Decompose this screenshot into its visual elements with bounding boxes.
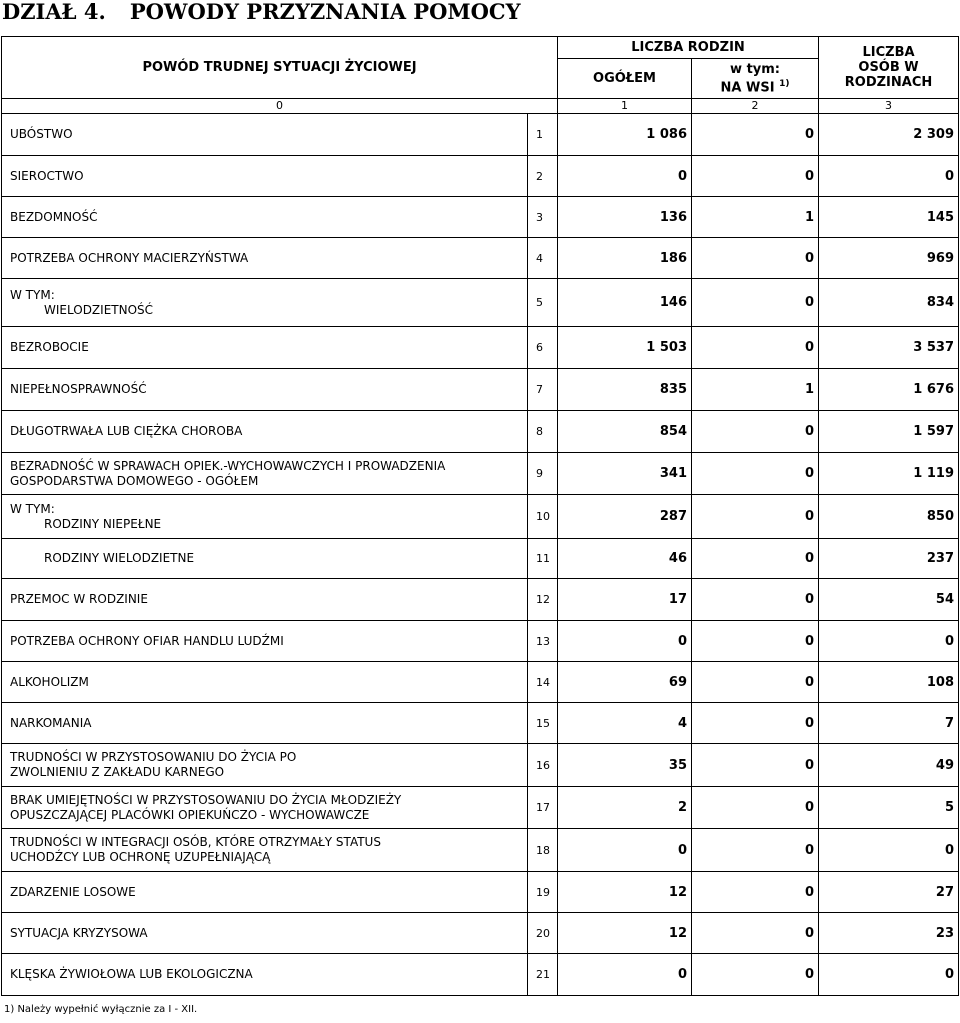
header-total: OGÓŁEM bbox=[558, 59, 692, 99]
persons-count: 145 bbox=[819, 197, 959, 238]
row-number: 4 bbox=[528, 238, 558, 279]
families-total: 136 bbox=[558, 197, 692, 238]
row-label: NIEPEŁNOSPRAWNOŚĆ bbox=[2, 369, 528, 411]
row-label: BEZDOMNOŚĆ bbox=[2, 197, 528, 238]
row-label bbox=[2, 279, 528, 327]
families-rural: 0 bbox=[692, 872, 819, 913]
families-total: 2 bbox=[558, 787, 692, 829]
column-number: 2 bbox=[692, 99, 819, 114]
families-total: 12 bbox=[558, 913, 692, 954]
row-number: 3 bbox=[528, 197, 558, 238]
families-total: 0 bbox=[558, 954, 692, 996]
families-total: 17 bbox=[558, 579, 692, 621]
families-total: 69 bbox=[558, 662, 692, 703]
families-rural: 0 bbox=[692, 787, 819, 829]
table-row bbox=[2, 279, 959, 327]
families-rural: 0 bbox=[692, 411, 819, 453]
footnote: 1) Należy wypełnić wyłącznie za I - XII. bbox=[4, 1004, 198, 1015]
table-row bbox=[2, 872, 959, 913]
families-rural: 0 bbox=[692, 913, 819, 954]
persons-count: 0 bbox=[819, 621, 959, 662]
row-label: DŁUGOTRWAŁA LUB CIĘŻKA CHOROBA bbox=[2, 411, 528, 453]
persons-count: 2 309 bbox=[819, 114, 959, 156]
families-total: 35 bbox=[558, 744, 692, 787]
families-total: 835 bbox=[558, 369, 692, 411]
families-rural: 0 bbox=[692, 453, 819, 495]
row-number: 8 bbox=[528, 411, 558, 453]
row-label: ALKOHOLIZM bbox=[2, 662, 528, 703]
persons-count: 23 bbox=[819, 913, 959, 954]
row-number: 5 bbox=[528, 279, 558, 327]
row-label: TRUDNOŚCI W INTEGRACJI OSÓB, KTÓRE OTRZYMAŁY STATUS UCHODŹCY LUB OCHRONĘ UZUPEŁNIAJĄCĄ bbox=[2, 829, 528, 872]
row-number: 13 bbox=[528, 621, 558, 662]
families-rural: 0 bbox=[692, 954, 819, 996]
persons-count: 0 bbox=[819, 954, 959, 996]
families-total: 1 086 bbox=[558, 114, 692, 156]
table-row bbox=[2, 829, 959, 872]
header-rural-line2: NA WSI bbox=[720, 80, 775, 96]
row-number: 10 bbox=[528, 495, 558, 539]
families-rural: 1 bbox=[692, 197, 819, 238]
table-row bbox=[2, 744, 959, 787]
row-label: POTRZEBA OCHRONY OFIAR HANDLU LUDŹMI bbox=[2, 621, 528, 662]
families-total: 1 503 bbox=[558, 327, 692, 369]
families-rural: 0 bbox=[692, 114, 819, 156]
table-row bbox=[2, 327, 959, 369]
row-number: 20 bbox=[528, 913, 558, 954]
persons-count: 969 bbox=[819, 238, 959, 279]
section-name: POWODY PRZYZNANIA POMOCY bbox=[129, 0, 521, 24]
table-row bbox=[2, 787, 959, 829]
families-total: 146 bbox=[558, 279, 692, 327]
row-number: 9 bbox=[528, 453, 558, 495]
row-number: 1 bbox=[528, 114, 558, 156]
column-number: 1 bbox=[558, 99, 692, 114]
row-label-text: WIELODZIETNOŚĆ bbox=[44, 302, 154, 317]
row-number: 15 bbox=[528, 703, 558, 744]
row-label: SYTUACJA KRYZYSOWA bbox=[2, 913, 528, 954]
families-total: 854 bbox=[558, 411, 692, 453]
row-label: SIEROCTWO bbox=[2, 156, 528, 197]
table-row bbox=[2, 579, 959, 621]
families-rural: 0 bbox=[692, 829, 819, 872]
persons-count: 27 bbox=[819, 872, 959, 913]
row-label bbox=[2, 539, 528, 579]
row-label: KLĘSKA ŻYWIOŁOWA LUB EKOLOGICZNA bbox=[2, 954, 528, 996]
row-number: 21 bbox=[528, 954, 558, 996]
table-row bbox=[2, 197, 959, 238]
families-rural: 0 bbox=[692, 156, 819, 197]
families-rural: 0 bbox=[692, 279, 819, 327]
row-number: 18 bbox=[528, 829, 558, 872]
table-row bbox=[2, 238, 959, 279]
table-row bbox=[2, 703, 959, 744]
table-row bbox=[2, 913, 959, 954]
row-number: 16 bbox=[528, 744, 558, 787]
row-label-prefix: W TYM: bbox=[10, 287, 55, 302]
persons-count: 0 bbox=[819, 829, 959, 872]
section-code: DZIAŁ 4. bbox=[2, 0, 106, 24]
table-row bbox=[2, 411, 959, 453]
header-rural-line1: w tym: bbox=[730, 61, 780, 77]
row-label: PRZEMOC W RODZINIE bbox=[2, 579, 528, 621]
header-persons: LICZBA OSÓB W RODZINACH bbox=[819, 37, 959, 99]
table-row bbox=[2, 156, 959, 197]
persons-count: 54 bbox=[819, 579, 959, 621]
row-number: 17 bbox=[528, 787, 558, 829]
families-rural: 0 bbox=[692, 539, 819, 579]
families-rural: 0 bbox=[692, 238, 819, 279]
section-title bbox=[2, 0, 521, 24]
families-rural: 0 bbox=[692, 621, 819, 662]
row-label: ZDARZENIE LOSOWE bbox=[2, 872, 528, 913]
row-label: POTRZEBA OCHRONY MACIERZYŃSTWA bbox=[2, 238, 528, 279]
row-number: 2 bbox=[528, 156, 558, 197]
table-row bbox=[2, 495, 959, 539]
row-label: BEZROBOCIE bbox=[2, 327, 528, 369]
families-total: 287 bbox=[558, 495, 692, 539]
families-rural: 0 bbox=[692, 579, 819, 621]
families-total: 46 bbox=[558, 539, 692, 579]
table-row bbox=[2, 662, 959, 703]
families-total: 12 bbox=[558, 872, 692, 913]
row-number: 14 bbox=[528, 662, 558, 703]
families-total: 4 bbox=[558, 703, 692, 744]
row-label: TRUDNOŚCI W PRZYSTOSOWANIU DO ŻYCIA PO ZWOLNIENIU Z ZAKŁADU KARNEGO bbox=[2, 744, 528, 787]
persons-count: 1 597 bbox=[819, 411, 959, 453]
row-number: 12 bbox=[528, 579, 558, 621]
row-number: 6 bbox=[528, 327, 558, 369]
row-label-text: RODZINY NIEPEŁNE bbox=[44, 516, 162, 531]
families-total: 341 bbox=[558, 453, 692, 495]
header-rural bbox=[692, 59, 819, 99]
row-label: BEZRADNOŚĆ W SPRAWACH OPIEK.-WYCHOWAWCZYCH I PROWADZENIA GOSPODARSTWA DOMOWEGO - OGÓŁEM bbox=[2, 453, 528, 495]
persons-count: 108 bbox=[819, 662, 959, 703]
row-label: BRAK UMIEJĘTNOŚCI W PRZYSTOSOWANIU DO ŻYCIA MŁODZIEŻY OPUSZCZAJĄCEJ PLACÓWKI OPIEKUŃCZO - WYCHOWAWCZE bbox=[2, 787, 528, 829]
header-reason: POWÓD TRUDNEJ SYTUACJI ŻYCIOWEJ bbox=[2, 37, 558, 99]
row-label: NARKOMANIA bbox=[2, 703, 528, 744]
persons-count: 5 bbox=[819, 787, 959, 829]
table-row bbox=[2, 453, 959, 495]
reasons-table bbox=[1, 36, 959, 996]
column-number: 3 bbox=[819, 99, 959, 114]
families-total: 186 bbox=[558, 238, 692, 279]
families-total: 0 bbox=[558, 829, 692, 872]
families-total: 0 bbox=[558, 621, 692, 662]
families-rural: 1 bbox=[692, 369, 819, 411]
persons-count: 1 676 bbox=[819, 369, 959, 411]
table-row bbox=[2, 539, 959, 579]
persons-count: 3 537 bbox=[819, 327, 959, 369]
families-rural: 0 bbox=[692, 662, 819, 703]
table-row bbox=[2, 621, 959, 662]
persons-count: 49 bbox=[819, 744, 959, 787]
row-number: 19 bbox=[528, 872, 558, 913]
families-rural: 0 bbox=[692, 744, 819, 787]
families-rural: 0 bbox=[692, 703, 819, 744]
table-row bbox=[2, 114, 959, 156]
persons-count: 7 bbox=[819, 703, 959, 744]
row-label bbox=[2, 495, 528, 539]
persons-count: 834 bbox=[819, 279, 959, 327]
families-rural: 0 bbox=[692, 327, 819, 369]
row-label-text: RODZINY WIELODZIETNE bbox=[44, 551, 195, 565]
row-label-prefix: W TYM: bbox=[10, 501, 55, 516]
header-rural-note: 1) bbox=[779, 78, 790, 89]
column-number: 0 bbox=[2, 99, 558, 114]
row-number: 11 bbox=[528, 539, 558, 579]
row-number: 7 bbox=[528, 369, 558, 411]
persons-count: 1 119 bbox=[819, 453, 959, 495]
table-row bbox=[2, 369, 959, 411]
row-label: UBÓSTWO bbox=[2, 114, 528, 156]
header-families: LICZBA RODZIN bbox=[558, 37, 819, 59]
families-rural: 0 bbox=[692, 495, 819, 539]
persons-count: 0 bbox=[819, 156, 959, 197]
table-row bbox=[2, 954, 959, 996]
families-total: 0 bbox=[558, 156, 692, 197]
persons-count: 237 bbox=[819, 539, 959, 579]
persons-count: 850 bbox=[819, 495, 959, 539]
